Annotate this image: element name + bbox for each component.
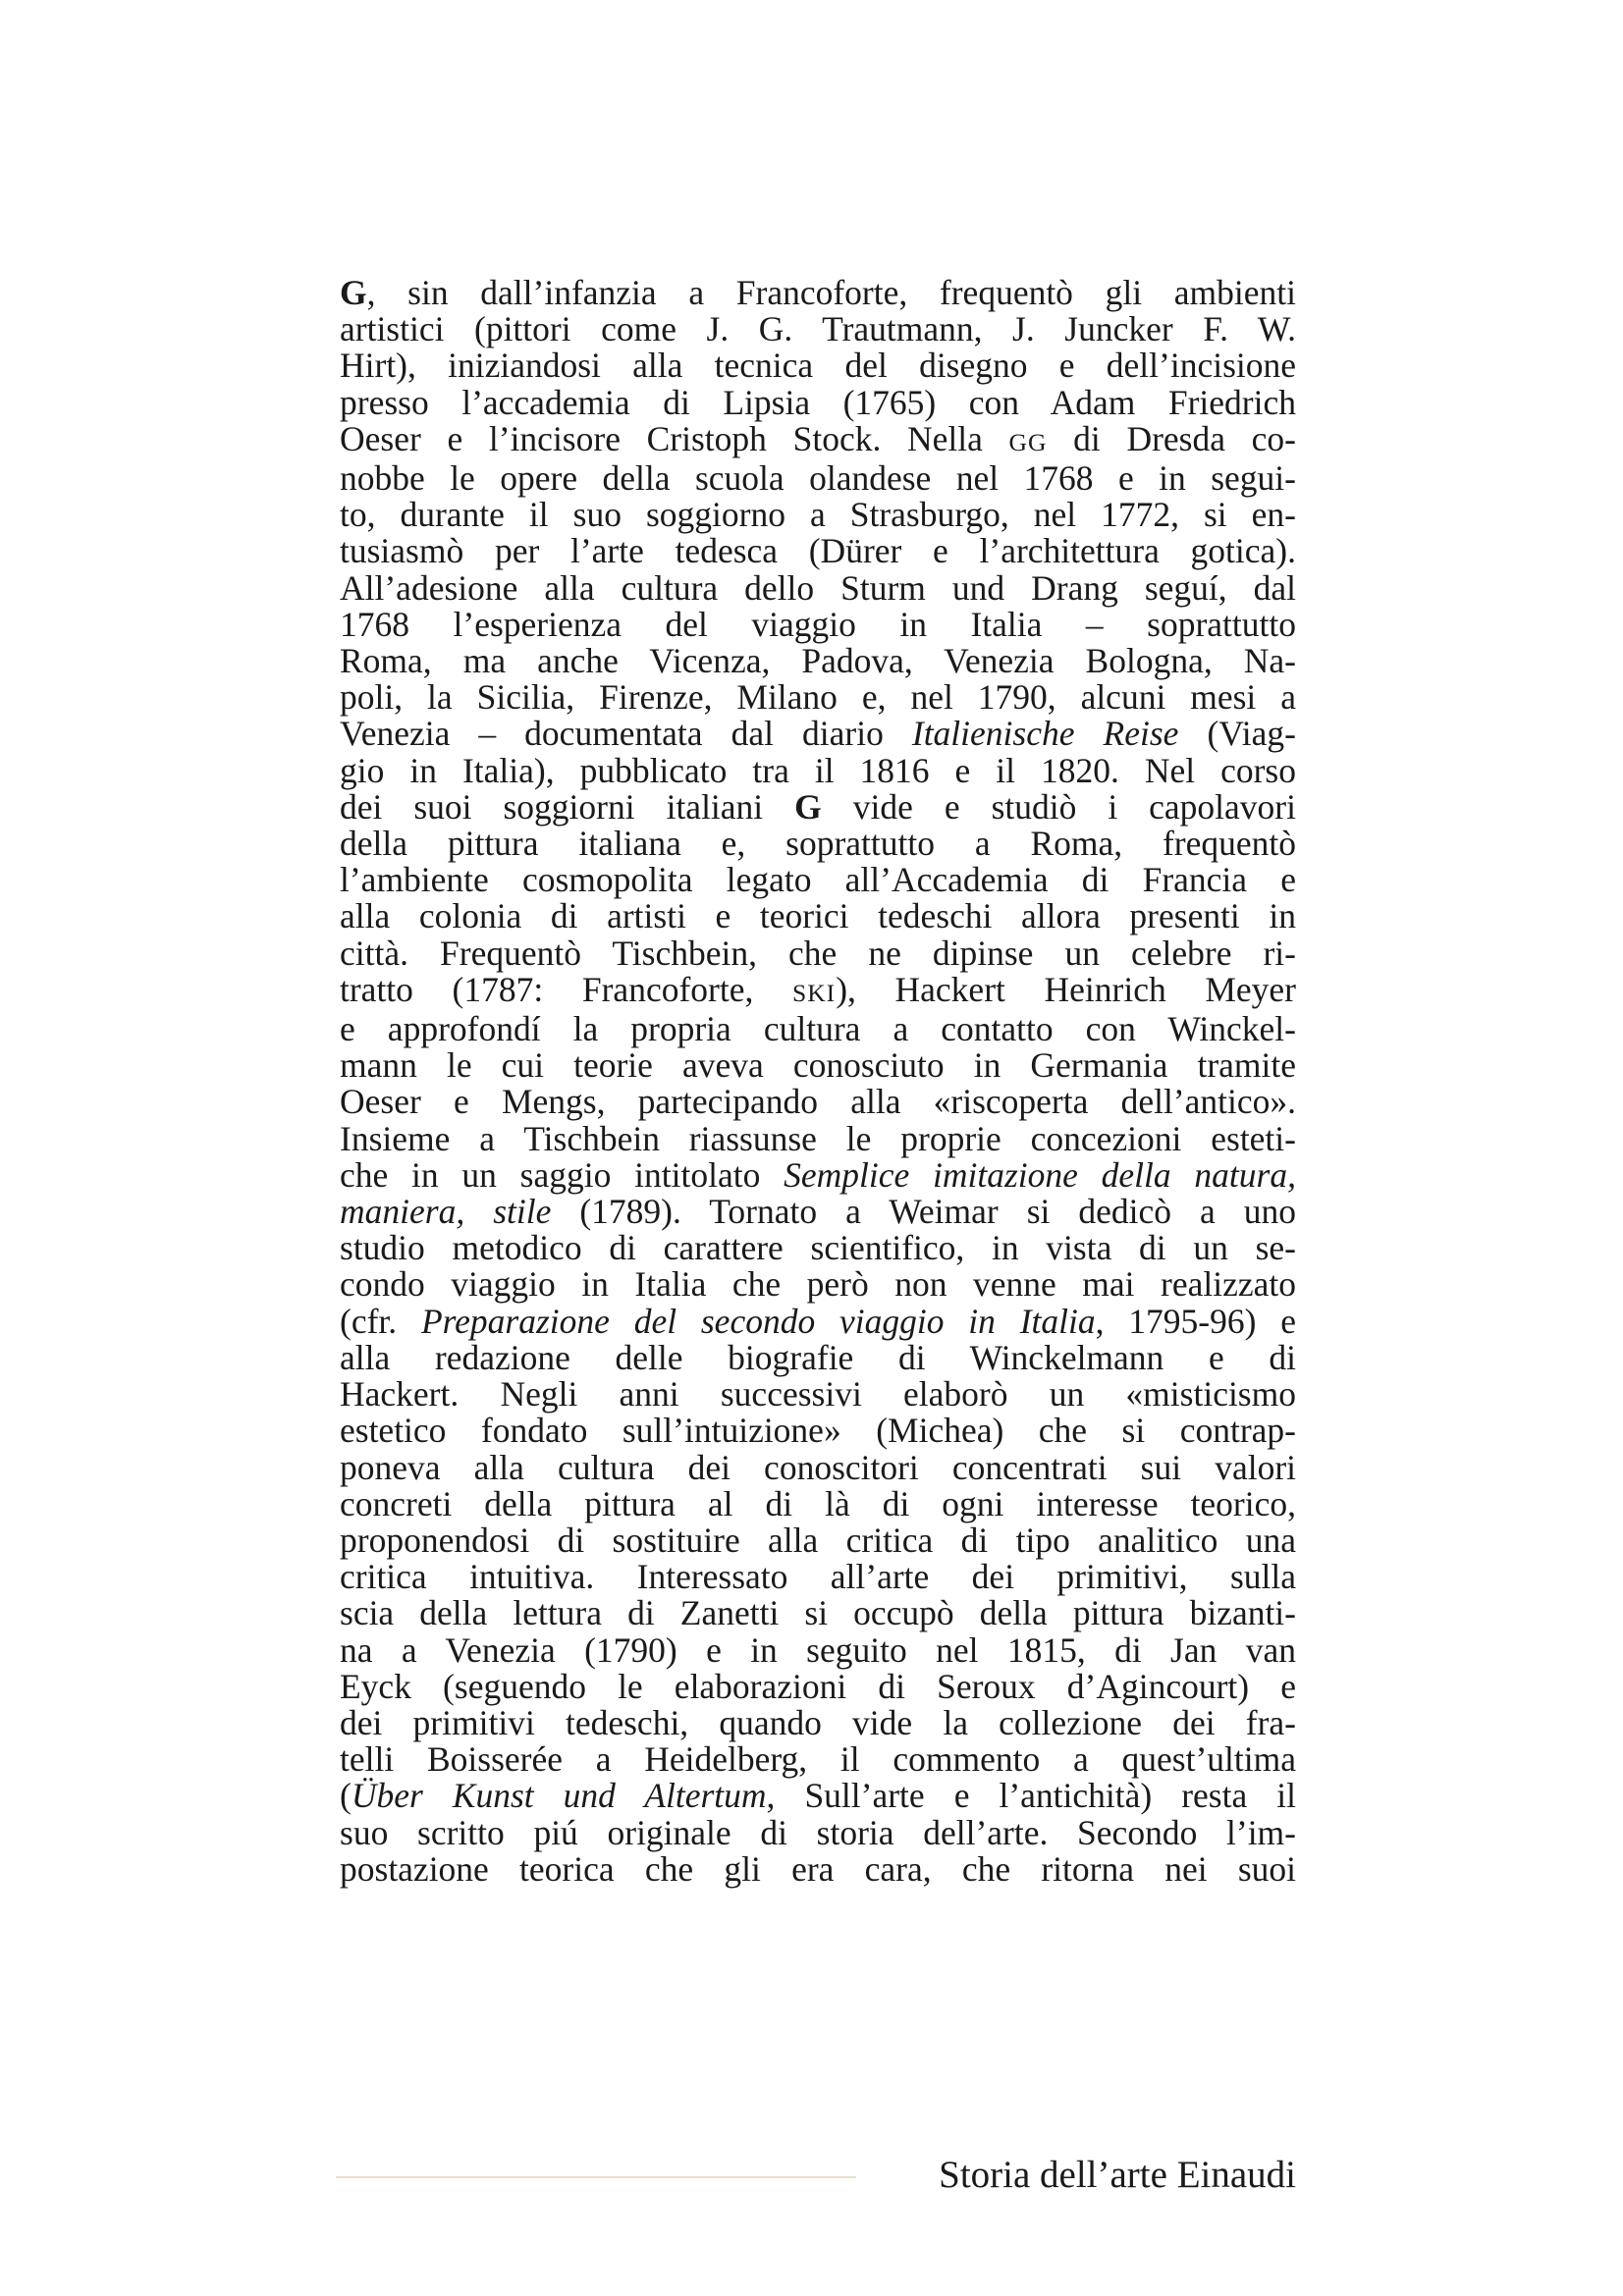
text-line	[340, 533, 1296, 569]
text-line	[340, 935, 1296, 972]
text-segment: suo scritto piú originale di storia dell’arte. Secondo l’im-	[340, 1812, 1296, 1852]
text-line	[340, 275, 1296, 311]
text-line	[340, 1011, 1296, 1047]
text-segment: , Sull’arte e l’antichità) resta il	[766, 1776, 1296, 1816]
text-line	[340, 862, 1296, 898]
text-line	[340, 1084, 1296, 1120]
text-line	[340, 418, 1296, 460]
text-segment: critica intuitiva. Interessato all’arte dei primitivi, sulla	[340, 1557, 1296, 1597]
text-line	[340, 1522, 1296, 1559]
text-line	[340, 347, 1296, 384]
text-segment: (cfr.	[340, 1301, 421, 1341]
text-line	[340, 1194, 1296, 1230]
text-line	[340, 1812, 1296, 1852]
text-line	[340, 1337, 1296, 1377]
text-segment: Hirt), iniziandosi alla tecnica del disegno e dell’incisione	[340, 346, 1296, 386]
text-line	[340, 679, 1296, 716]
text-segment: concreti della pittura al di là di ogni interesse teorico,	[340, 1483, 1296, 1523]
text-segment: nobbe le opere della scuola olandese nel 1768 e in segui-	[340, 458, 1296, 499]
text-segment: telli Boisserée a Heidelberg, il commento a quest’ultima	[340, 1739, 1296, 1780]
text-segment: estetico fondato sull’intuizione» (Michea) che si contrap-	[340, 1411, 1296, 1451]
text-segment: GG	[1008, 427, 1048, 456]
text-line	[340, 497, 1296, 533]
text-line	[340, 643, 1296, 679]
text-line	[340, 969, 1296, 1011]
text-line	[340, 1230, 1296, 1266]
text-segment: vide e studiò i capolavori	[821, 786, 1296, 827]
text-segment: gio in Italia), pubblicato tra il 1816 e il 1820. Nel corso	[340, 750, 1296, 790]
text-line	[340, 1301, 1297, 1341]
text-segment: poli, la Sicilia, Firenze, Milano e, nel 1790, alcuni mesi a	[340, 677, 1296, 718]
text-segment: città. Frequentò Tischbein, che ne dipinse un celebre ri-	[340, 933, 1296, 973]
text-line	[340, 1483, 1296, 1523]
text-line	[340, 1376, 1296, 1413]
text-segment: Über Kunst und Altertum	[351, 1776, 767, 1816]
text-segment: Oeser e Mengs, partecipando alla «riscoperta dell’antico».	[340, 1082, 1296, 1122]
text-segment: SKI	[791, 978, 837, 1007]
text-segment: to, durante il suo soggiorno a Strasburgo, nel 1772, si en-	[340, 495, 1296, 535]
text-segment: dei suoi soggiorni italiani	[340, 786, 795, 827]
text-segment: proponendosi di sostituire alla critica di tipo analitico una	[340, 1520, 1296, 1560]
text-line	[340, 604, 1296, 644]
text-line	[340, 1595, 1296, 1631]
text-line	[340, 750, 1296, 790]
text-segment: e approfondí la propria cultura a contatto con Winckel-	[340, 1009, 1296, 1049]
text-segment: (1789). Tornato a Weimar si dedicò a uno	[551, 1192, 1296, 1232]
text-segment: poneva alla cultura dei conoscitori concentrati sui valori	[340, 1447, 1296, 1487]
text-segment: Semplice imitazione della natura,	[784, 1154, 1296, 1195]
text-segment: G	[794, 786, 822, 827]
text-line	[340, 460, 1296, 497]
text-segment: che in un saggio intitolato	[340, 1154, 784, 1195]
text-line	[340, 1629, 1296, 1670]
text-line	[340, 1559, 1296, 1595]
footer-rule	[336, 2176, 856, 2178]
text-segment: , sin dall’infanzia a Francoforte, frequentò gli ambienti	[366, 273, 1296, 312]
text-segment: condo viaggio in Italia che però non venne mai realizzato	[340, 1264, 1296, 1305]
text-segment: Insieme a Tischbein riassunse le proprie concezioni esteti-	[340, 1118, 1296, 1158]
text-line	[340, 1413, 1296, 1449]
text-segment: tusiasmò per l’arte tedesca (Dürer e l’architettura gotica).	[340, 531, 1296, 571]
text-segment: 1768 l’esperienza del viaggio in Italia – soprattutto	[340, 604, 1296, 644]
text-segment: Preparazione del secondo viaggio in Italia	[420, 1301, 1096, 1341]
text-segment: tratto (1787: Francoforte,	[340, 969, 792, 1009]
text-segment: (	[340, 1776, 352, 1816]
text-line	[340, 1266, 1296, 1303]
text-segment: maniera, stile	[340, 1192, 552, 1232]
text-segment: Hackert. Negli anni successivi elaborò un «misticismo	[340, 1374, 1296, 1415]
text-segment: artistici (pittori come J. G. Trautmann, J. Juncker F. W.	[340, 309, 1296, 349]
text-segment: postazione teorica che gli era cara, che ritorna nei suoi	[340, 1848, 1296, 1889]
text-line	[340, 1154, 1296, 1195]
text-segment: di Dresda co-	[1047, 418, 1296, 458]
text-segment: alla colonia di artisti e teorici tedeschi allora presenti in	[340, 896, 1296, 936]
text-segment: Venezia – documentata dal diario	[340, 714, 912, 754]
text-segment: Eyck (seguendo le elaborazioni di Seroux d’Agincourt) e	[340, 1666, 1296, 1706]
text-segment: Italienische Reise	[911, 714, 1179, 754]
text-line	[340, 1741, 1296, 1778]
text-segment: ), Hackert Heinrich Meyer	[836, 969, 1296, 1009]
text-segment: mann le cui teorie aveva conosciuto in Germania tramite	[340, 1045, 1296, 1086]
text-segment: dei primitivi tedeschi, quando vide la collezione dei fra-	[340, 1702, 1296, 1742]
text-segment: presso l’accademia di Lipsia (1765) con Adam Friedrich	[340, 382, 1296, 422]
text-line	[340, 1778, 1296, 1814]
text-line	[340, 898, 1296, 934]
text-line	[340, 1118, 1296, 1158]
text-segment: della pittura italiana e, soprattutto a Roma, frequentò	[340, 824, 1296, 864]
text-segment: , 1795-96) e	[1095, 1301, 1297, 1341]
text-segment: studio metodico di carattere scientifico, in vista di un se-	[340, 1228, 1296, 1268]
text-segment: na a Venezia (1790) e in seguito nel 1815, di Jan van	[340, 1629, 1296, 1670]
text-segment: All’adesione alla cultura dello Sturm und Drang seguí, dal	[340, 567, 1296, 608]
text-line	[340, 1666, 1296, 1706]
text-segment: Roma, ma anche Vicenza, Padova, Venezia Bologna, Na-	[340, 641, 1296, 681]
text-line	[340, 1702, 1296, 1742]
text-line	[340, 1848, 1296, 1889]
text-line	[340, 716, 1296, 752]
text-line	[340, 311, 1296, 347]
footer-title: Storia dell’arte Einaudi	[939, 2154, 1296, 2196]
text-segment: scia della lettura di Zanetti si occupò della pittura bizanti-	[340, 1593, 1296, 1633]
text-line	[340, 1047, 1296, 1084]
text-line	[340, 1447, 1296, 1487]
text-segment: G	[340, 273, 367, 312]
text-line	[340, 826, 1296, 862]
text-segment: (Viag-	[1178, 714, 1296, 754]
text-segment: alla redazione delle biografie di Winckelmann e di	[340, 1337, 1296, 1377]
text-segment: Oeser e l’incisore Cristoph Stock. Nella	[340, 418, 1009, 458]
text-line	[340, 786, 1296, 827]
entry-text-block	[340, 275, 1296, 1888]
text-line	[340, 382, 1296, 422]
text-line	[340, 567, 1296, 608]
text-segment: l’ambiente cosmopolita legato all’Accademia di Francia e	[340, 860, 1296, 900]
